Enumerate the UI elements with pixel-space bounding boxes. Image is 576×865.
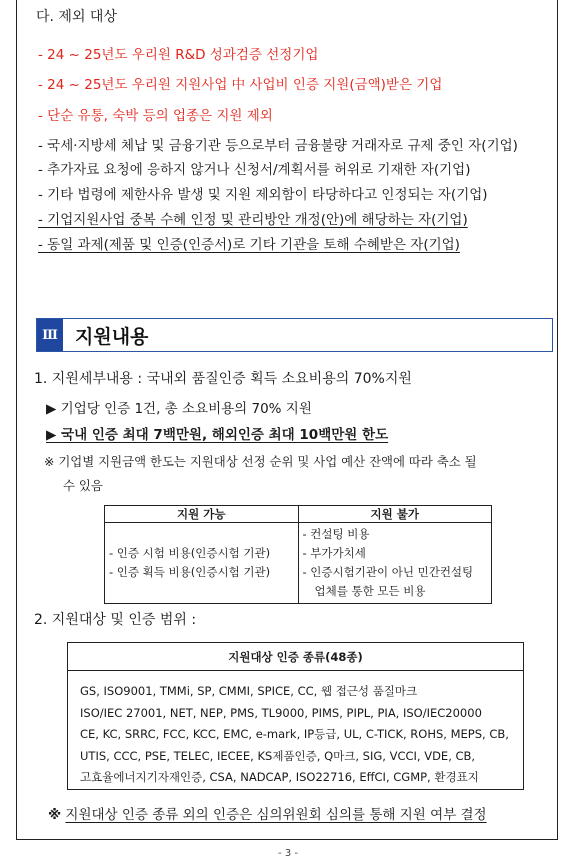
exclusion-item-4: - 국세·지방세 체납 및 금융기관 등으로부터 금융불량 거래자로 규제 중인 자(기업) — [38, 138, 518, 154]
support-heading: 1. 지원세부내용 : 국내외 품질인증 획득 소요비용의 70%지원 — [34, 371, 412, 387]
scope-heading: 2. 지원대상 및 인증 범위 : — [34, 612, 197, 628]
exclusion-item-3: - 단순 유통, 숙박 등의 업종은 지원 제외 — [38, 108, 273, 124]
exclusion-item-5: - 추가자료 요청에 응하지 않거나 신청서/계획서를 허위로 기재한 자(기업) — [38, 162, 471, 178]
cost-table-impossible-cell — [298, 523, 492, 604]
exclusion-item-2: - 24 ~ 25년도 우리원 지원사업 中 사업비 인증 지원(금액)받은 기업 — [38, 77, 443, 93]
cost-table-possible-cell — [105, 523, 299, 604]
cost-table — [104, 505, 492, 604]
scope-note — [48, 803, 487, 823]
cost-table-header-possible: 지원 가능 — [105, 506, 299, 523]
exclusion-item-6: - 기타 법령에 제한사유 발생 및 지원 제외함이 타당하다고 인정되는 자(기업) — [38, 187, 488, 203]
cert-types-line: 고효율에너지기자재인증, CSA, NADCAP, ISO22716, EffCI, CGMP, 환경표지 — [80, 770, 479, 784]
exclusion-heading: 다. 제외 대상 — [36, 9, 117, 25]
cert-types-list — [68, 671, 523, 789]
support-bullet-1: ▶ 기업당 인증 1건, 총 소요비용의 70% 지원 — [46, 401, 312, 417]
impossible-item: - 부가가치세 — [302, 546, 366, 560]
support-bullet-2: ▶ 국내 인증 최대 7백만원, 해외인증 최대 10백만원 한도 — [46, 427, 389, 443]
note-mark: ※ — [48, 807, 62, 823]
section-number: Ⅲ — [37, 319, 63, 351]
exclusion-item-7: - 기업지원사업 중복 수혜 인정 및 관리방안 개정(안)에 해당하는 자(기업) — [38, 212, 468, 228]
scope-note-text: 지원대상 인증 종류 외의 인증은 심의위원회 심의를 통해 지원 여부 결정 — [65, 807, 487, 823]
impossible-item: - 컨설팅 비용 — [302, 527, 370, 541]
cert-types-box — [67, 642, 524, 790]
cert-types-line: UTIS, CCC, PSE, TELEC, IECEE, KS제품인증, Q마크, SIG, VCCI, VDE, CB, — [80, 748, 476, 763]
cert-types-line: ISO/IEC 27001, NET, NEP, PMS, TL9000, PIMS, PIPL, PIA, ISO/IEC20000 — [80, 705, 482, 720]
exclusion-item-8: - 동일 과제(제품 및 인증(인증서)로 기타 기관을 토해 수혜받은 자(기업) — [38, 237, 460, 253]
section-header — [36, 318, 553, 352]
impossible-item: 업체를 통한 모든 비용 — [314, 584, 426, 598]
section-title: 지원내용 — [75, 325, 149, 348]
cost-table-header-impossible: 지원 불가 — [298, 506, 492, 523]
support-note-line-1: ※ 기업별 지원금액 한도는 지원대상 선정 순위 및 사업 예산 잔액에 따라 축소 될 — [44, 454, 477, 469]
possible-item: - 인증 획득 비용(인증시험 기관) — [109, 565, 271, 579]
support-note-line-2: 수 있음 — [63, 478, 103, 493]
possible-item: - 인증 시험 비용(인증시험 기관) — [109, 546, 271, 560]
cert-types-line: CE, KC, SRRC, FCC, KCC, EMC, e-mark, IP등급, UL, C-TICK, ROHS, MEPS, CB, — [80, 727, 509, 741]
cert-types-line: GS, ISO9001, TMMi, SP, CMMI, SPICE, CC, 웹 접근성 품질마크 — [80, 684, 418, 698]
exclusion-item-1: - 24 ~ 25년도 우리원 R&D 성과검증 선정기업 — [38, 47, 319, 63]
cert-types-title: 지원대상 인증 종류(48종) — [68, 643, 523, 671]
impossible-item: - 인증시험기관이 아닌 민간컨설팅 — [302, 565, 474, 579]
page-number: - 3 - — [278, 848, 298, 859]
